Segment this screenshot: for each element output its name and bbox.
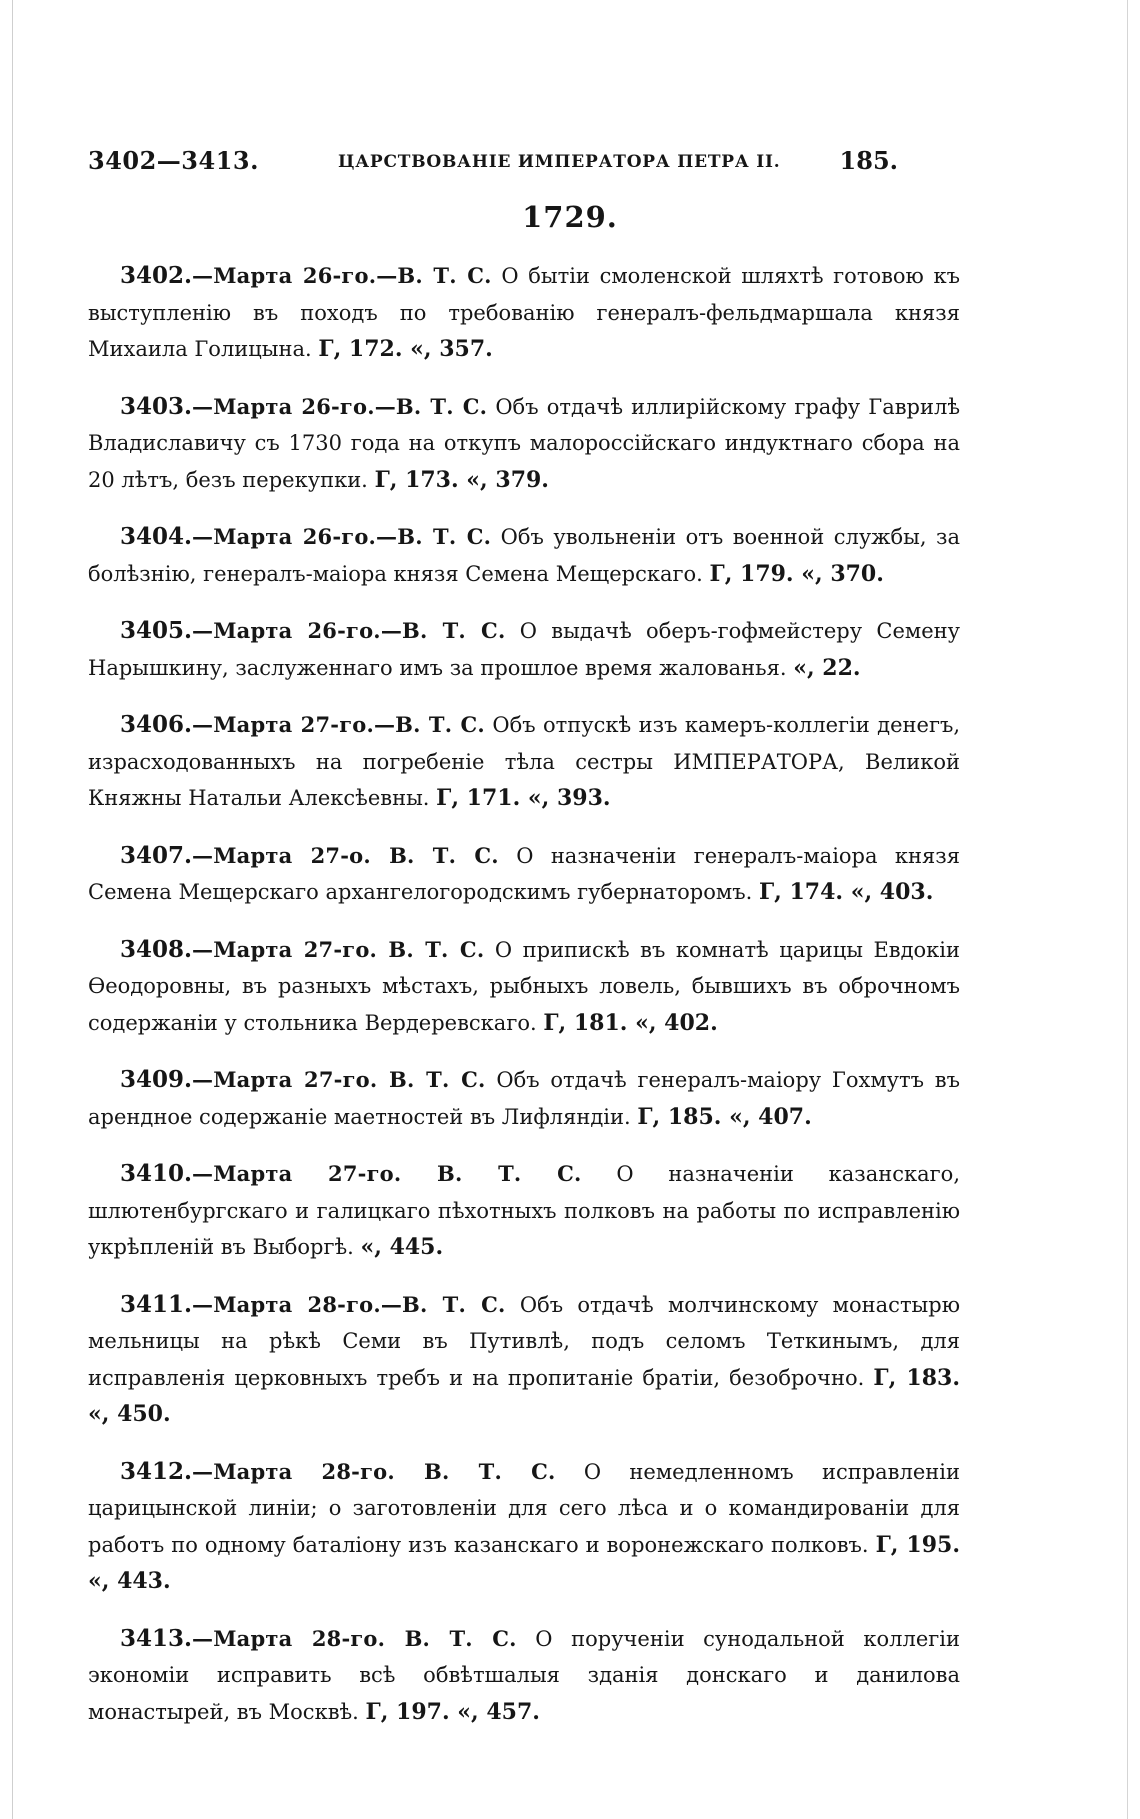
running-header — [88, 146, 898, 186]
entry-3402 — [88, 258, 960, 368]
entry-date: —Марта 28-го. В. Т. С. — [192, 1625, 517, 1651]
entry-date: —Марта 28-го. В. Т. С. — [192, 1458, 556, 1484]
entry-number: 3407. — [120, 841, 193, 869]
entry-3412 — [88, 1454, 960, 1600]
year-heading: 1729. — [522, 200, 618, 234]
entry-date: —Марта 28-го.—В. Т. С. — [192, 1291, 506, 1317]
entry-range: 3402—3413. — [88, 146, 259, 175]
entry-refs: «, 22. — [793, 654, 861, 681]
entry-3404 — [88, 519, 960, 592]
entry-text: О выдачѣ оберъ-гофмейстеру Семену Нарышкину, заслуженнаго имъ за прошлое время жалованья. — [88, 619, 960, 680]
entry-refs: Г, 181. «, 402. — [543, 1009, 718, 1036]
entry-date: —Марта 27-го. В. Т. С. — [192, 1161, 582, 1186]
entry-number: 3408. — [120, 935, 193, 963]
entry-text: О назначеніи казанскаго, шлютенбургскаго и галицкаго пѣхотныхъ полковъ на работы по исправленію укрѣпленій въ Выборгѣ. — [88, 1162, 960, 1259]
entry-3405 — [88, 613, 960, 686]
entry-refs: Г, 195. «, 443. — [88, 1531, 960, 1594]
entry-refs: Г, 179. «, 370. — [709, 560, 884, 587]
entry-text: Объ отпускѣ изъ камеръ-коллегіи денегъ, израсходованныхъ на погребеніе тѣла сестры ИМПЕРАТОРА, Великой Княжны Натальи Алексѣевны. — [88, 713, 960, 810]
entry-3406 — [88, 707, 960, 817]
scan-left-edge — [12, 0, 13, 1819]
entry-3411 — [88, 1287, 960, 1433]
entry-number: 3402. — [120, 262, 193, 289]
entry-text: О назначеніи генералъ-маіора князя Семена Мещерскаго архангелогородскимъ губернаторомъ. — [88, 843, 960, 904]
entry-number: 3406. — [120, 711, 193, 738]
entry-date: —Марта 27-го. В. Т. С. — [192, 1067, 486, 1092]
entry-text: Объ увольненіи отъ военной службы, за болѣзнію, генералъ-маіора князя Семена Мещерскаго. — [88, 525, 960, 586]
entry-refs: Г, 183. «, 450. — [88, 1364, 960, 1427]
entry-number: 3404. — [120, 523, 193, 550]
entry-3410 — [88, 1156, 960, 1266]
entry-number: 3405. — [120, 617, 193, 644]
entry-date: —Марта 27-го. В. Т. С. — [192, 936, 485, 962]
entry-text: О припискѣ въ комнатѣ царицы Евдокіи Ѳеодоровны, въ разныхъ мѣстахъ, рыбныхъ ловель, бывшихъ въ оброчномъ содержаніи у стольника Вердеревскаго. — [88, 937, 961, 1035]
entry-text: Объ отдачѣ генералъ-маіору Гохмутъ въ арендное содержаніе маетностей въ Лифляндіи. — [88, 1068, 960, 1129]
entry-refs: Г, 174. «, 403. — [758, 879, 934, 905]
entry-number: 3412. — [120, 1457, 193, 1485]
scan-right-edge — [1127, 0, 1128, 1819]
entry-text: Объ отдачѣ иллирійскому графу Гаврилѣ Владиславичу съ 1730 года на откупъ малороссійскаго индуктнаго сбора на 20 лѣтъ, безъ перекупки. — [88, 394, 960, 492]
entry-refs: Г, 197. «, 457. — [365, 1698, 540, 1725]
entry-number: 3403. — [120, 392, 193, 420]
entry-text: Объ отдачѣ молчинскому монастырю мельницы на рѣкѣ Семи въ Путивлѣ, подъ селомъ Теткинымъ, для исправленія церковныхъ требъ и на пропитаніе братіи, безоброчно. — [88, 1292, 960, 1390]
entry-3409 — [88, 1062, 960, 1135]
entry-number: 3409. — [120, 1066, 193, 1093]
entry-number: 3410. — [120, 1160, 193, 1187]
page-number: 185. — [839, 146, 898, 175]
entry-text: О порученіи сунодальной коллегіи экономіи исправить всѣ обвѣтшалыя зданія донскаго и данилова монастырей, въ Москвѣ. — [88, 1626, 960, 1724]
entry-date: —Марта 26-го.—В. Т. С. — [192, 524, 492, 549]
entry-3403 — [88, 389, 960, 499]
entry-text: О немедленномъ исправленіи царицынской линіи; о заготовленіи для сего лѣса и о командированіи для работъ по одному баталіону изъ казанскаго и воронежскаго полковъ. — [88, 1459, 960, 1557]
entry-date: —Марта 27-го.—В. Т. С. — [192, 712, 485, 737]
entry-text: О бытіи смоленской шляхтѣ готовою къ выступленію въ походъ по требованію генералъ-фельдмаршала князя Михаила Голицына. — [88, 264, 960, 361]
entry-refs: «, 445. — [360, 1234, 444, 1260]
entry-number: 3411. — [120, 1290, 193, 1318]
entry-refs: Г, 171. «, 393. — [436, 785, 611, 811]
entry-date: —Марта 26-го.—В. Т. С. — [192, 263, 492, 288]
entry-date: —Марта 27-о. В. Т. С. — [192, 842, 499, 868]
entry-refs: Г, 172. «, 357. — [318, 336, 493, 362]
entry-refs: Г, 185. «, 407. — [637, 1103, 812, 1130]
entry-3408 — [88, 932, 960, 1042]
entry-number: 3413. — [120, 1624, 193, 1652]
running-title: ЦАРСТВОВАНІЕ ИМПЕРАТОРА ПЕТРА II. — [338, 152, 781, 172]
entry-3407 — [88, 838, 960, 911]
entry-3413 — [88, 1621, 960, 1731]
entries-list — [88, 258, 960, 1751]
entry-date: —Марта 26-го.—В. Т. С. — [192, 618, 506, 643]
entry-refs: Г, 173. «, 379. — [374, 466, 549, 493]
entry-date: —Марта 26-го.—В. Т. С. — [192, 393, 488, 419]
